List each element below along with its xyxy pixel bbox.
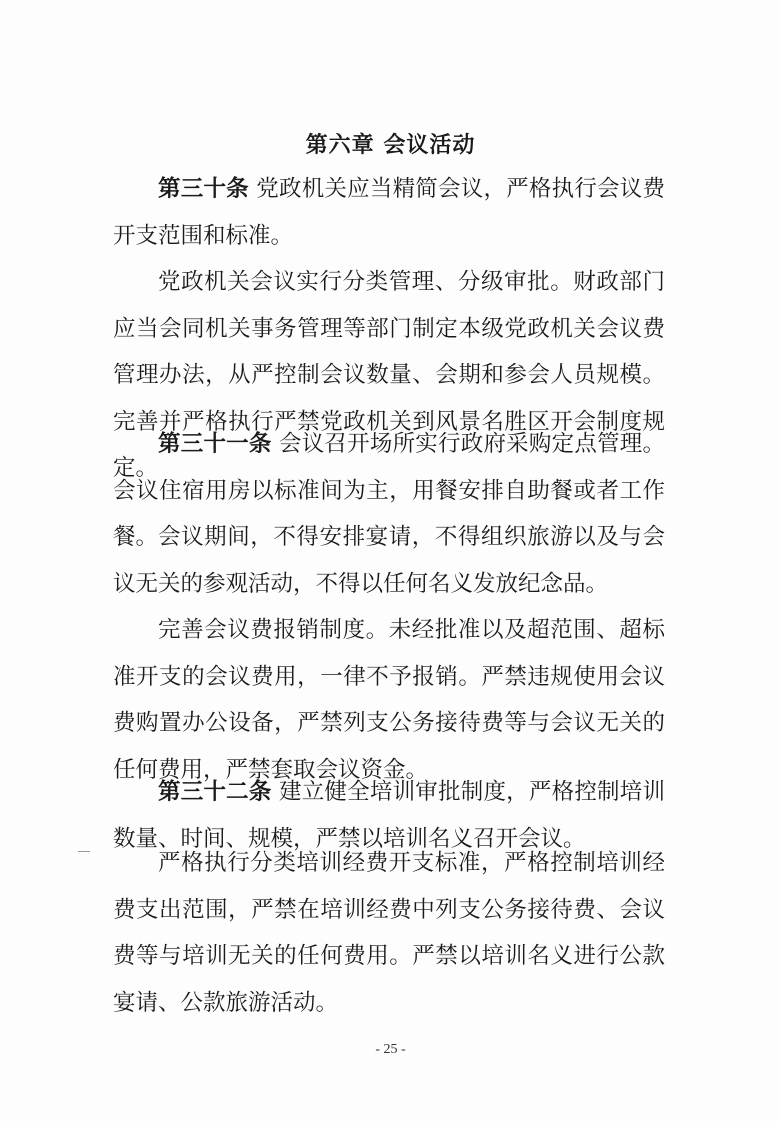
paragraph-text: 党政机关会议实行分类管理、分级审批。财政部门应当会同机关事务管理等部门制定本级党政机关会议费管理办法，从严控制会议数量、会期和参会人员规模。完善并严格执行严禁党政机关到风景名胜区开会制度规定。 (113, 269, 665, 481)
article-number: 第三十条 (158, 176, 249, 202)
article-number: 第三十一条 (158, 431, 272, 457)
scan-artifact-mark (78, 851, 90, 852)
paragraph-text: 严格执行分类培训经费开支标准，严格控制培训经费支出范围，严禁在培训经费中列支公务接待费、会议费等与培训无关的任何费用。严禁以培训名义进行公款宴请、公款旅游活动。 (113, 850, 665, 1016)
article-30-paragraph (113, 166, 665, 259)
paragraph-text: 建立健全培训审批制度，严格控制培训数量、时间、规模，严禁以培训名义召开会议。 (113, 779, 665, 852)
paragraph-text: 完善会议费报销制度。未经批准以及超范围、超标准开支的会议费用，一律不予报销。严禁违规使用会议费购置办公设备，严禁列支公务接待费等与会议无关的任何费用，严禁套取会议资金。 (113, 617, 665, 783)
article-31-paragraph-2 (113, 514, 665, 607)
paragraph-text: 会议召开场所实行政府采购定点管理。会议住宿用房以标准间为主，用餐安排自助餐或者工作餐。 (113, 431, 665, 550)
page-number: - 25 - (375, 1042, 406, 1057)
article-31-paragraph-3 (113, 607, 665, 793)
article-number: 第三十二条 (158, 779, 272, 805)
paragraph-text: 会议期间，不得安排宴请，不得组织旅游以及与会议无关的参观活动，不得以任何名义发放纪念品。 (113, 524, 665, 597)
paragraph-text: 党政机关应当精简会议，严格执行会议费开支范围和标准。 (113, 176, 665, 249)
article-32-paragraph-2 (113, 840, 665, 1026)
chapter-title: 第六章 会议活动 (305, 132, 476, 158)
